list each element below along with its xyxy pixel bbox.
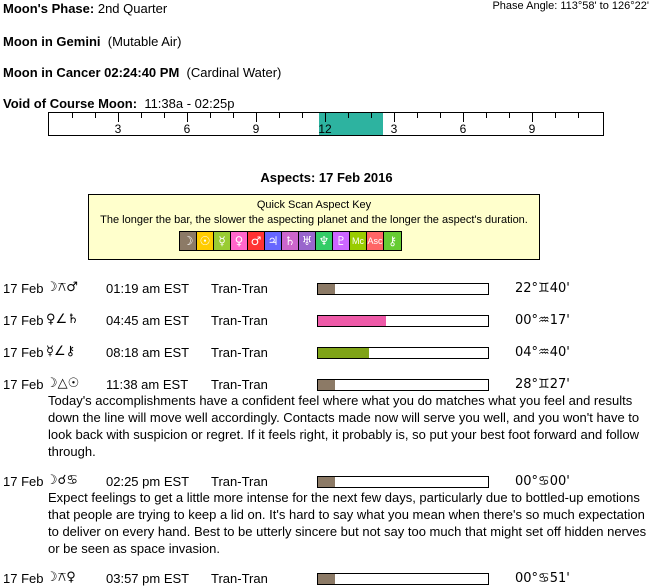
aspect-key-legend	[179, 231, 402, 251]
aspect-glyphs: ☽⚻♀	[46, 570, 76, 585]
aspect-key-cell: ☽	[180, 232, 197, 250]
timeline-hour-label: 6	[183, 122, 191, 136]
moon-cancer-label: Moon in Cancer 02:24:40 PM	[3, 65, 180, 80]
timeline-tick	[302, 113, 303, 118]
phase-angle: Phase Angle: 113°58' to 126°22'	[492, 0, 649, 12]
moon-gemini-line	[3, 34, 181, 50]
timeline-hour-label: 9	[528, 122, 536, 136]
timeline-tick	[164, 113, 165, 118]
timeline-tick	[486, 113, 487, 118]
void-of-course-timeline	[48, 112, 604, 136]
aspect-duration-bar	[317, 476, 489, 488]
aspect-key-title: Quick Scan Aspect Key	[256, 199, 372, 211]
aspect-date: 17 Feb	[3, 571, 44, 586]
aspect-key-cell: ♄	[282, 232, 299, 250]
aspect-date: 17 Feb	[3, 474, 44, 489]
aspect-key-cell: ☉	[197, 232, 214, 250]
timeline-tick	[141, 113, 142, 118]
aspect-time: 08:18 am EST	[106, 345, 190, 360]
timeline-tick	[279, 113, 280, 118]
aspect-position: 00°♒17'	[515, 313, 570, 328]
aspect-kind: Tran-Tran	[211, 345, 268, 360]
aspect-duration-fill	[318, 380, 335, 390]
aspect-duration-bar	[317, 315, 489, 327]
aspect-duration-fill	[318, 348, 369, 358]
aspect-key-cell: ♀	[231, 232, 248, 250]
aspect-key-cell: ☿	[214, 232, 231, 250]
timeline-hour-label: 3	[390, 122, 398, 136]
aspect-duration-fill	[318, 284, 335, 294]
aspect-position: 28°♊27'	[515, 377, 570, 392]
aspect-key-cell: ♅	[299, 232, 316, 250]
aspects-title: Aspects: 17 Feb 2016	[260, 170, 393, 185]
timeline-tick	[325, 113, 326, 122]
aspect-row	[0, 570, 653, 588]
timeline-tick	[118, 113, 119, 122]
aspect-description: Expect feelings to get a little more intense for the next few days, particularly due to bottled-up emotions that people are trying to keep a lid on. It's hard to say what you mean when there's so much expectation to deliver on every hand. Best to be utterly sincere but not say too much that might set off hidden nerves or be seen as space invasion.	[48, 490, 647, 556]
timeline-tick	[463, 113, 464, 122]
aspect-kind: Tran-Tran	[211, 313, 268, 328]
moon-gemini-value: (Mutable Air)	[107, 34, 182, 49]
aspect-row	[0, 280, 653, 298]
aspect-glyphs: ☽⚻♂	[46, 280, 78, 295]
timeline-tick	[371, 113, 372, 118]
aspect-kind: Tran-Tran	[211, 281, 268, 296]
timeline-tick	[578, 113, 579, 118]
aspect-time: 01:19 am EST	[106, 281, 190, 296]
moon-gemini-label: Moon in Gemini	[3, 34, 101, 49]
void-of-course-label: Void of Course Moon:	[3, 96, 138, 111]
moon-phase-value: 2nd Quarter	[97, 1, 168, 16]
timeline-tick	[233, 113, 234, 118]
aspect-glyphs: ☿∠⚷	[46, 344, 76, 359]
timeline-tick	[509, 113, 510, 118]
void-of-course-value: 11:38a - 02:25p	[144, 96, 235, 111]
aspect-position: 00°♋51'	[515, 571, 570, 586]
aspect-row	[0, 312, 653, 330]
aspect-duration-bar	[317, 379, 489, 391]
timeline-tick	[256, 113, 257, 122]
aspect-date: 17 Feb	[3, 377, 44, 392]
aspect-key-cell: ♇	[333, 232, 350, 250]
aspect-time: 02:25 pm EST	[106, 474, 190, 489]
moon-phase-line	[3, 1, 167, 17]
aspect-key-box	[88, 194, 540, 260]
timeline-tick	[72, 113, 73, 118]
timeline-hour-label: 9	[252, 122, 260, 136]
aspect-time: 04:45 am EST	[106, 313, 190, 328]
aspect-kind: Tran-Tran	[211, 474, 268, 489]
aspect-time: 03:57 pm EST	[106, 571, 190, 586]
aspect-position: 22°♊40'	[515, 281, 570, 296]
aspect-glyphs: ♀∠♄	[46, 312, 79, 327]
aspect-key-cell: ♂	[248, 232, 265, 250]
aspect-key-cell: Asc	[367, 232, 384, 250]
void-of-course-line	[3, 96, 234, 112]
moon-cancer-line	[3, 65, 281, 81]
timeline-tick	[440, 113, 441, 118]
aspect-key-cell: Mc	[350, 232, 367, 250]
aspect-duration-fill	[318, 477, 335, 487]
aspect-date: 17 Feb	[3, 313, 44, 328]
aspect-glyphs: ☽△☉	[46, 376, 80, 391]
timeline-tick	[95, 113, 96, 118]
aspect-date: 17 Feb	[3, 345, 44, 360]
timeline-tick	[210, 113, 211, 118]
aspect-duration-bar	[317, 347, 489, 359]
moon-phase-label: Moon's Phase:	[3, 1, 95, 16]
timeline-tick	[555, 113, 556, 118]
aspect-row	[0, 344, 653, 362]
aspect-glyphs: ☽☌♋	[46, 473, 79, 488]
aspect-key-description: The longer the bar, the slower the aspecting planet and the longer the aspect's duration.	[100, 214, 528, 226]
moon-cancer-value: (Cardinal Water)	[186, 65, 282, 80]
aspect-position: 04°♒40'	[515, 345, 570, 360]
timeline-tick	[187, 113, 188, 122]
timeline-hour-label: 12	[318, 122, 332, 136]
aspect-kind: Tran-Tran	[211, 571, 268, 586]
aspect-duration-bar	[317, 283, 489, 295]
timeline-tick	[394, 113, 395, 122]
timeline-hour-label: 3	[114, 122, 122, 136]
timeline-hour-label: 6	[459, 122, 467, 136]
aspect-description: Today's accomplishments have a confident feel where what you do matches what you feel and results down the line will move well accordingly. Contacts made now will serve you well, and you won't have to look back with suspicion or regret. If it feels right, it probably is, so put your best foot forward and follow through.	[48, 393, 640, 459]
aspect-key-cell: ♃	[265, 232, 282, 250]
aspect-position: 00°♋00'	[515, 474, 570, 489]
timeline-tick	[532, 113, 533, 122]
timeline-tick	[417, 113, 418, 118]
aspect-time: 11:38 am EST	[106, 377, 189, 392]
aspect-key-cell: ♆	[316, 232, 333, 250]
aspect-kind: Tran-Tran	[211, 377, 268, 392]
aspect-date: 17 Feb	[3, 281, 44, 296]
aspect-duration-fill	[318, 316, 386, 326]
aspect-duration-bar	[317, 573, 489, 585]
aspect-key-cell: ⚷	[384, 232, 401, 250]
timeline-tick	[348, 113, 349, 118]
aspect-duration-fill	[318, 574, 335, 584]
